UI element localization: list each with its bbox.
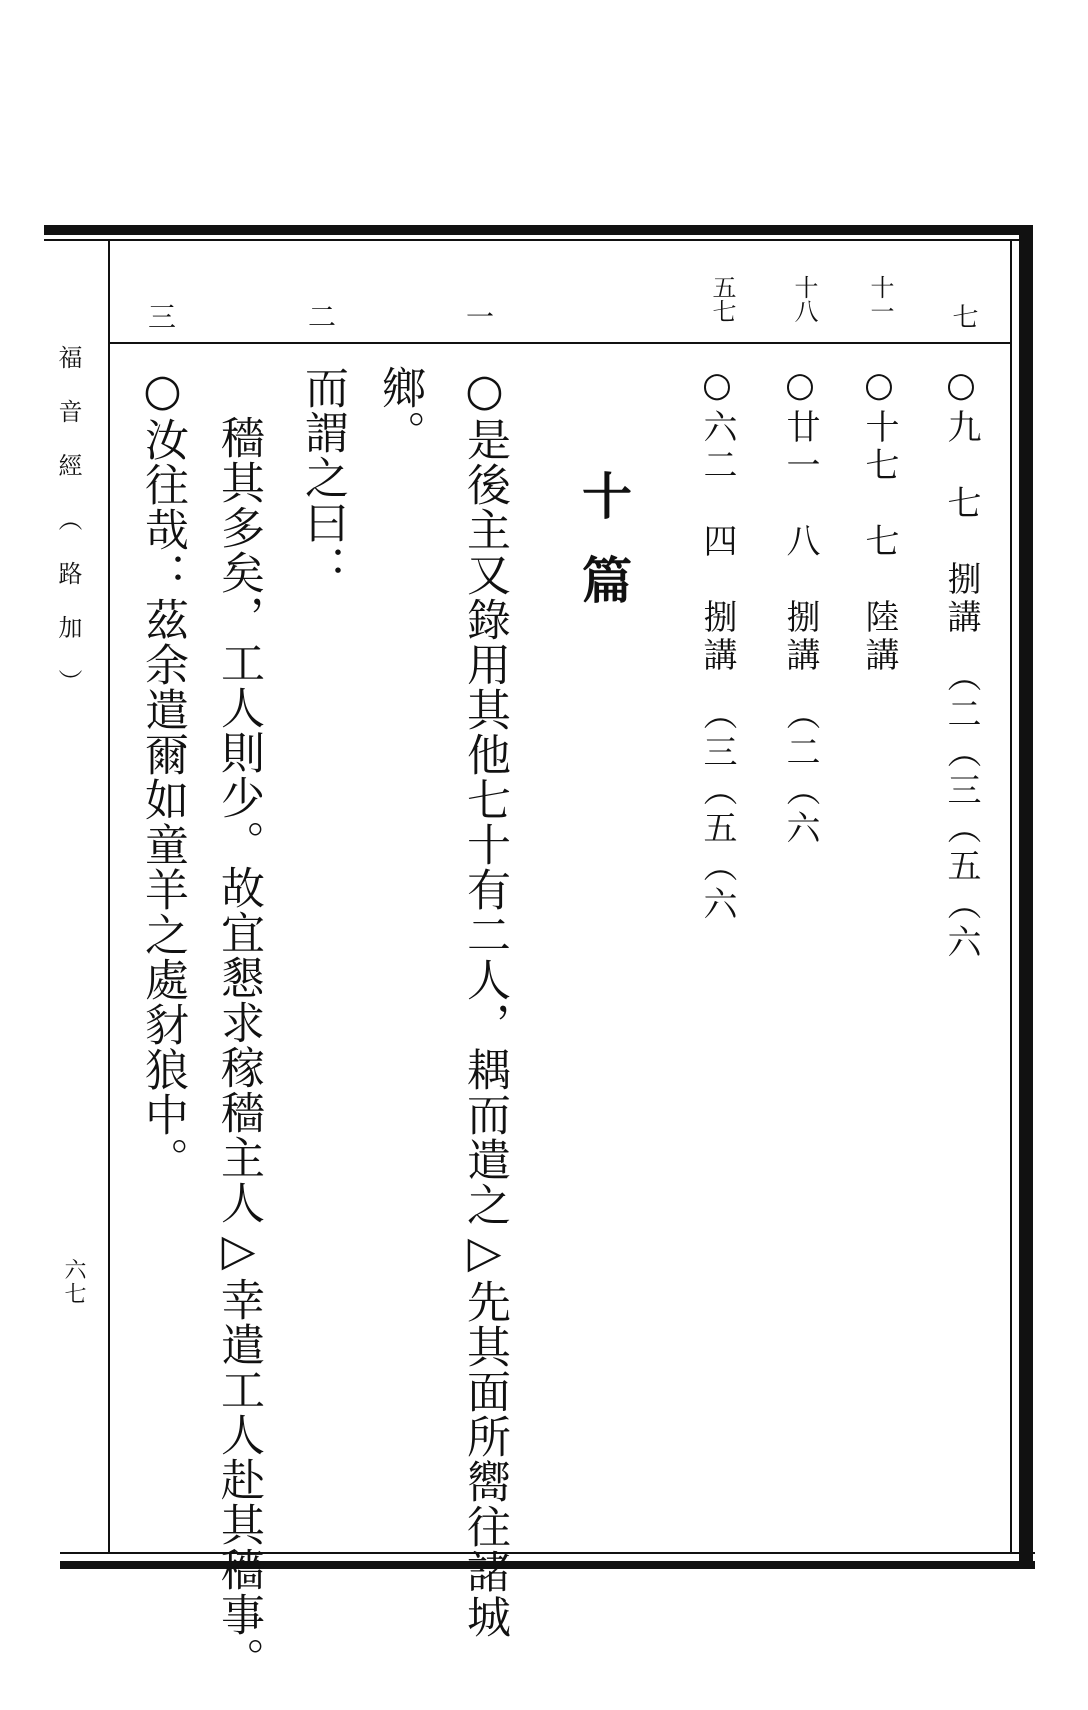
frame-top-inner-border	[44, 239, 1031, 241]
text-column-1-continued: 鄉。	[374, 365, 425, 455]
verse-index-7: 七	[948, 303, 978, 329]
margin-book-title: 福音經（路加）	[54, 345, 82, 723]
frame-bottom-border	[60, 1561, 1035, 1569]
frame-top-border	[44, 225, 1031, 235]
cross-reference-1: ○九 七 捌講 （二（三（五（六	[941, 365, 981, 962]
chapter-heading: 十篇	[574, 470, 633, 638]
text-column-2: 而謂之曰：	[297, 365, 348, 590]
cross-reference-4: ○六二 四 捌講 （三（五（六	[697, 365, 737, 924]
page-number: 六七	[61, 1258, 86, 1306]
text-column-1: ○是後主又錄用其他七十有二人，耦而遣之▷先其面所嚮往諸城	[459, 365, 510, 1639]
verse-index-57: 五七	[708, 275, 736, 323]
verse-index-11: 十一	[866, 275, 894, 323]
cross-reference-2: ○十七 七 陸講	[859, 365, 899, 675]
text-column-2-continued: 穡其多矣，工人則少。故宜懇求稼穡主人▷幸遣工人赴其穡事。	[213, 415, 264, 1682]
frame-left-border	[108, 241, 110, 1552]
header-rule	[110, 342, 1010, 344]
frame-bottom-inner-border	[60, 1552, 1035, 1554]
frame-right-inner-border	[1010, 241, 1012, 1552]
text-column-3: ○汝往哉：茲余遣爾如童羊之處豺狼中。	[137, 365, 188, 1182]
verse-number-3: 三	[144, 302, 177, 330]
frame-right-border	[1019, 225, 1033, 1569]
verse-number-2: 二	[304, 302, 337, 330]
cross-reference-3: ○廿一 八 捌講 （二（六	[780, 365, 820, 848]
verse-number-1: 一	[462, 302, 495, 330]
verse-index-18: 十八	[790, 275, 818, 323]
